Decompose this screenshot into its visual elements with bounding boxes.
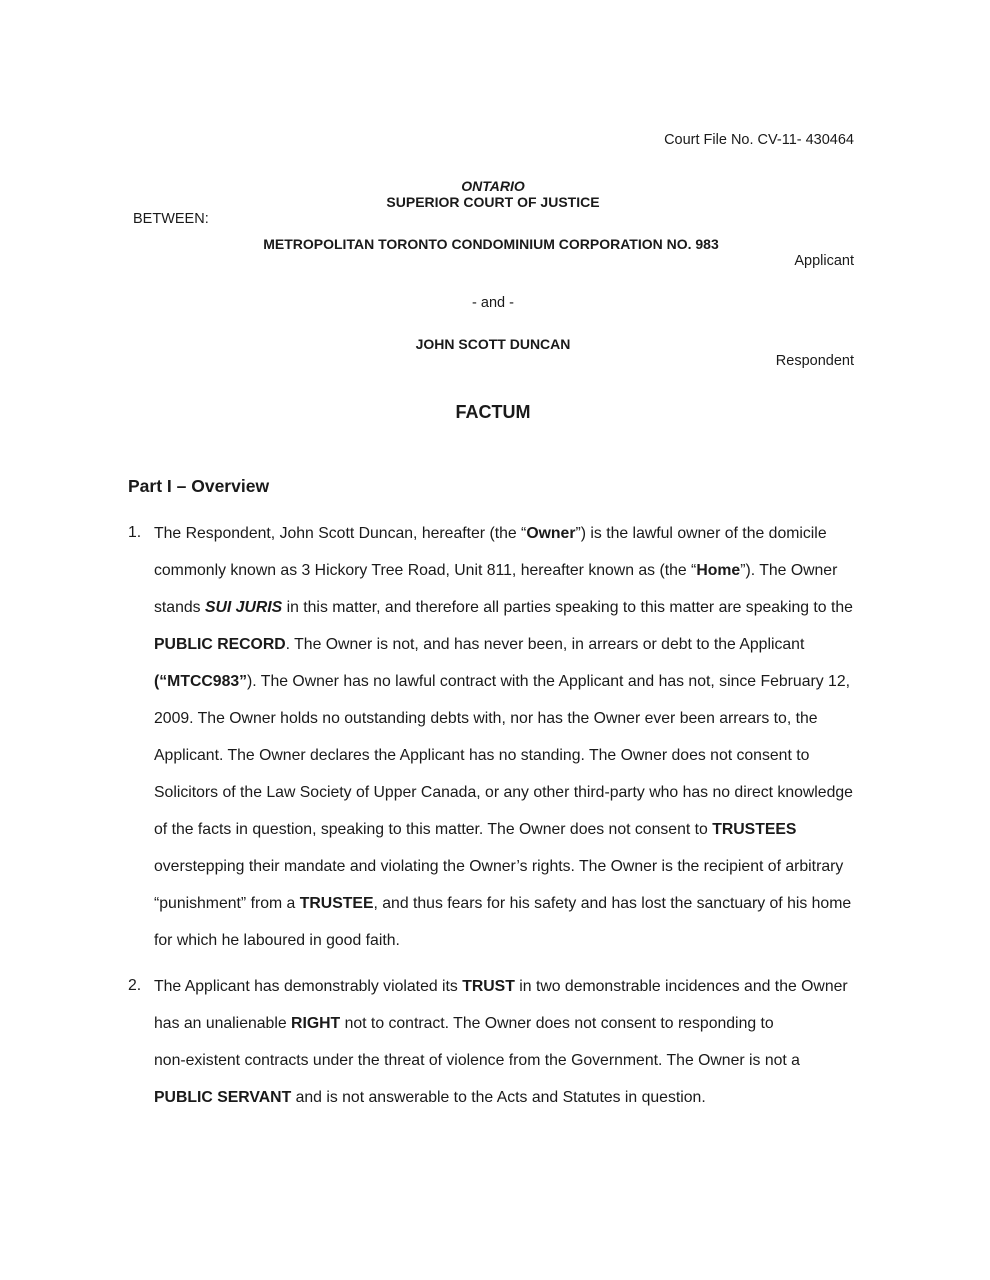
text-run: in this matter, and therefore all parties speaking to this matter are speaking to the	[282, 599, 853, 616]
court-file-number: Court File No. CV-11- 430464	[664, 132, 854, 148]
text-run: Applicant. The Owner declares the Applicant has no standing. The Owner does not consent to	[154, 747, 810, 764]
text-run: ”). The Owner	[740, 562, 838, 579]
court-heading: SUPERIOR COURT OF JUSTICE	[386, 194, 600, 210]
emphasized-text: TRUSTEES	[712, 821, 797, 838]
emphasized-text: TRUST	[462, 978, 515, 995]
text-run: The Applicant has demonstrably violated its	[154, 978, 463, 995]
emphasized-text: PUBLIC SERVANT	[154, 1089, 292, 1106]
text-run: has an unalienable	[154, 1015, 292, 1032]
emphasized-text: RIGHT	[291, 1015, 341, 1032]
paragraph-body	[154, 977, 848, 1125]
respondent-name: JOHN SCOTT DUNCAN	[415, 336, 571, 352]
paragraph-line	[154, 857, 853, 894]
text-run: for which he laboured in good faith.	[154, 932, 400, 949]
paragraph-number: 2.	[128, 977, 142, 994]
emphasized-text: SUI JURIS	[204, 599, 283, 616]
text-run: in two demonstrable incidences and the Owner	[514, 978, 848, 995]
text-run: and is not answerable to the Acts and Statutes in question.	[291, 1089, 706, 1106]
emphasized-text: PUBLIC RECORD	[154, 636, 286, 653]
document-title: FACTUM	[455, 402, 531, 422]
text-run: ). The Owner has no lawful contract with the Applicant and has not, since February 12,	[247, 673, 850, 690]
paragraph-line	[154, 1014, 848, 1051]
text-run: . The Owner is not, and has never been, in arrears or debt to the Applicant	[285, 636, 805, 653]
emphasized-text: Owner	[526, 525, 576, 542]
jurisdiction-heading: ONTARIO	[461, 178, 525, 194]
paragraph-line	[154, 894, 853, 931]
text-run: commonly known as 3 Hickory Tree Road, Unit 811, hereafter known as (the “	[154, 562, 697, 579]
paragraph-line	[154, 672, 853, 709]
text-run: overstepping their mandate and violating the Owner’s rights. The Owner is the recipient of arbitrary	[154, 858, 844, 875]
paragraph-line	[154, 931, 853, 968]
emphasized-text: Home	[696, 562, 741, 579]
respondent-role: Respondent	[775, 353, 854, 369]
paragraph-line	[154, 746, 853, 783]
text-run: ”) is the lawful owner of the domicile	[575, 525, 827, 542]
text-run: , and thus fears for his safety and has lost the sanctuary of his home	[373, 895, 852, 912]
paragraph-line	[154, 1051, 848, 1088]
text-run: “punishment” from a	[154, 895, 300, 912]
paragraph-line	[154, 598, 853, 635]
text-run: not to contract. The Owner does not consent to responding to	[340, 1015, 774, 1032]
paragraph-body	[154, 524, 853, 968]
text-run: stands	[154, 599, 205, 616]
paragraph-line	[154, 783, 853, 820]
text-run: 2009. The Owner holds no outstanding debts with, nor has the Owner ever been arrears to, the	[154, 710, 818, 727]
paragraph-line	[154, 977, 848, 1014]
paragraph-line	[154, 1088, 848, 1125]
emphasized-text: (“MTCC983”	[154, 673, 248, 690]
text-run: of the facts in question, speaking to this matter. The Owner does not consent to	[154, 821, 713, 838]
paragraph-line	[154, 635, 853, 672]
text-run: Solicitors of the Law Society of Upper Canada, or any other third-party who has no direct knowledge	[154, 784, 853, 801]
between-label: BETWEEN:	[133, 211, 209, 227]
part-heading: Part I – Overview	[128, 476, 270, 496]
paragraph-line	[154, 561, 853, 598]
applicant-name: METROPOLITAN TORONTO CONDOMINIUM CORPORATION NO. 983	[263, 236, 719, 252]
paragraph-line	[154, 820, 853, 857]
emphasized-text: TRUSTEE	[299, 895, 374, 912]
text-run: The Respondent, John Scott Duncan, hereafter (the “	[154, 525, 527, 542]
text-run: non-existent contracts under the threat of violence from the Government. The Owner is not a	[154, 1052, 800, 1069]
applicant-role: Applicant	[794, 253, 854, 269]
paragraph-number: 1.	[128, 524, 142, 541]
paragraph-line	[154, 709, 853, 746]
and-separator: - and -	[472, 295, 514, 311]
paragraph-line	[154, 524, 853, 561]
